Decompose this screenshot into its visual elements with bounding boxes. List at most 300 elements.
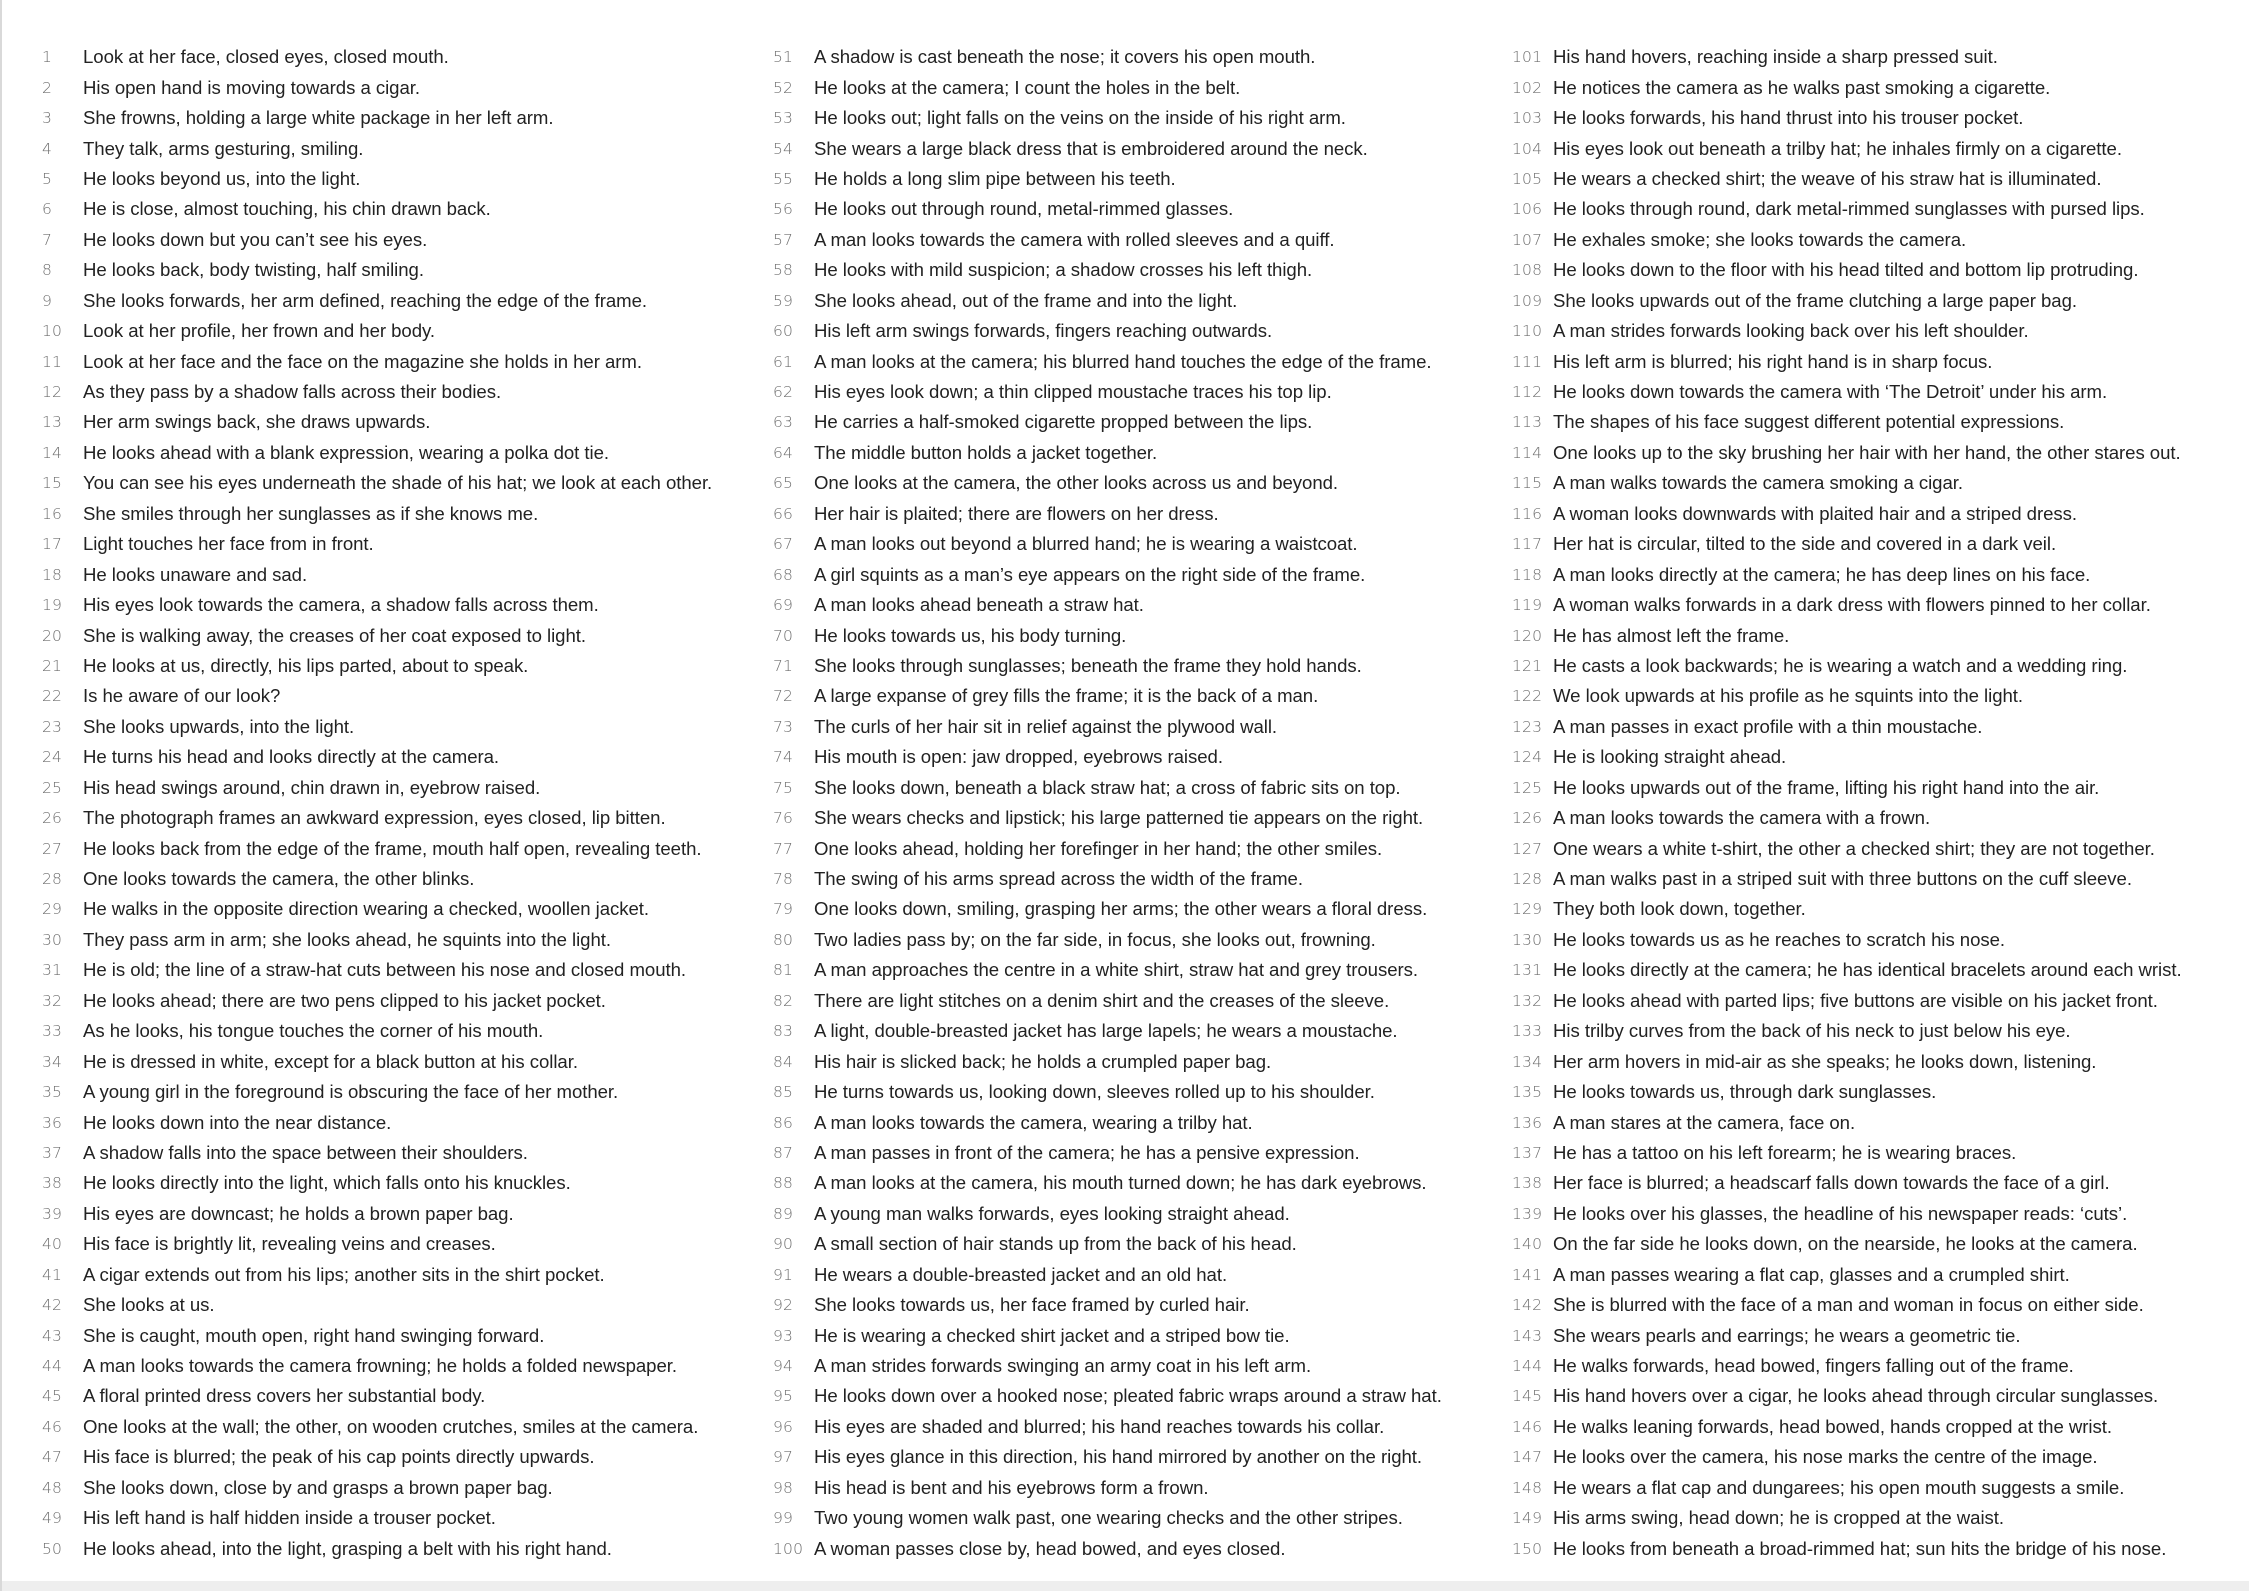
line-number: 16 — [42, 504, 63, 523]
line-text: One looks up to the sky brushing her hair with her hand, the other stares out. — [1553, 441, 2181, 463]
line-number: 26 — [42, 809, 63, 828]
line-number: 82 — [773, 991, 794, 1010]
line-text: Her face is blurred; a headscarf falls down towards the face of a girl. — [1553, 1172, 2110, 1194]
list-item — [42, 468, 772, 498]
line-text: She smiles through her sunglasses as if she knows me. — [83, 502, 539, 524]
list-item — [42, 346, 772, 376]
line-number: 7 — [42, 230, 53, 249]
line-number: 89 — [773, 1204, 794, 1223]
line-text: A young man walks forwards, eyes looking straight ahead. — [814, 1202, 1290, 1224]
line-text: He looks down into the near distance. — [83, 1111, 392, 1133]
line-text: He turns his head and looks directly at the camera. — [83, 746, 500, 768]
list-item — [42, 955, 772, 985]
list-item — [773, 103, 1513, 133]
line-text: The middle button holds a jacket together. — [814, 441, 1158, 463]
line-number: 119 — [1512, 596, 1543, 615]
line-number: 102 — [1512, 78, 1543, 97]
line-text: A man strides forwards looking back over his left shoulder. — [1553, 320, 2029, 342]
line-text: He looks directly into the light, which falls onto his knuckles. — [83, 1172, 571, 1194]
line-text: His trilby curves from the back of his neck to just below his eye. — [1553, 1020, 2071, 1042]
line-number: 80 — [773, 930, 794, 949]
line-text: His head is bent and his eyebrows form a frown. — [814, 1476, 1209, 1498]
line-text: One looks ahead, holding her forefinger in her hand; the other smiles. — [814, 837, 1383, 859]
list-item — [1512, 1290, 2249, 1320]
line-number: 107 — [1512, 230, 1543, 249]
line-number: 128 — [1512, 870, 1543, 889]
line-text: She wears checks and lipstick; his large patterned tie appears on the right. — [814, 807, 1424, 829]
list-item — [42, 833, 772, 863]
line-text: His mouth is open: jaw dropped, eyebrows raised. — [814, 746, 1223, 768]
line-text: He looks through round, dark metal-rimmed sunglasses with pursed lips. — [1553, 198, 2145, 220]
list-item — [773, 833, 1513, 863]
line-text: He looks directly at the camera; he has identical bracelets around each wrist. — [1553, 959, 2182, 981]
line-text: One looks towards the camera, the other blinks. — [83, 868, 475, 890]
line-text: He walks forwards, head bowed, fingers falling out of the frame. — [1553, 1355, 2074, 1377]
line-text: A shadow is cast beneath the nose; it covers his open mouth. — [814, 46, 1316, 68]
line-text: He looks towards us, his body turning. — [814, 624, 1127, 646]
line-number: 133 — [1512, 1022, 1543, 1041]
line-text: A cigar extends out from his lips; another sits in the shirt pocket. — [83, 1263, 605, 1285]
list-item — [42, 925, 772, 955]
line-number: 56 — [773, 200, 794, 219]
line-text: He notices the camera as he walks past smoking a cigarette. — [1553, 76, 2051, 98]
line-text: He looks over the camera, his nose marks the centre of the image. — [1553, 1446, 2098, 1468]
line-text: A man looks out beyond a blurred hand; he is wearing a waistcoat. — [814, 533, 1358, 555]
list-item — [1512, 620, 2249, 650]
list-item — [773, 529, 1513, 559]
line-text: There are light stitches on a denim shirt and the creases of the sleeve. — [814, 989, 1390, 1011]
list-item — [42, 773, 772, 803]
line-number: 31 — [42, 961, 63, 980]
line-number: 137 — [1512, 1143, 1543, 1162]
list-item — [1512, 194, 2249, 224]
list-item — [42, 1107, 772, 1137]
line-text: They pass arm in arm; she looks ahead, he squints into the light. — [83, 928, 611, 950]
line-number: 125 — [1512, 778, 1543, 797]
list-item — [1512, 316, 2249, 346]
line-number: 24 — [42, 748, 63, 767]
list-item — [773, 742, 1513, 772]
line-number: 43 — [42, 1326, 63, 1345]
line-text: He looks at the camera; I count the holes in the belt. — [814, 76, 1241, 98]
line-text: A shadow falls into the space between their shoulders. — [83, 1141, 528, 1163]
line-text: She looks ahead, out of the frame and into the light. — [814, 289, 1238, 311]
line-number: 11 — [42, 352, 63, 371]
line-number: 35 — [42, 1083, 63, 1102]
list-item — [773, 377, 1513, 407]
line-text: He is looking straight ahead. — [1553, 746, 1787, 768]
list-item — [1512, 72, 2249, 102]
line-number: 65 — [773, 474, 794, 493]
line-number: 47 — [42, 1448, 63, 1467]
list-item — [1512, 864, 2249, 894]
list-item — [773, 1351, 1513, 1381]
line-number: 91 — [773, 1265, 794, 1284]
line-text: A man walks past in a striped suit with three buttons on the cuff sleeve. — [1553, 868, 2132, 890]
line-text: His face is brightly lit, revealing veins and creases. — [83, 1233, 496, 1255]
list-item — [42, 286, 772, 316]
line-number: 13 — [42, 413, 63, 432]
line-number: 74 — [773, 748, 794, 767]
line-text: Her arm hovers in mid-air as she speaks; he looks down, listening. — [1553, 1050, 2097, 1072]
line-text: A woman passes close by, head bowed, and eyes closed. — [814, 1537, 1286, 1559]
list-item — [42, 559, 772, 589]
list-item — [1512, 712, 2249, 742]
line-number: 144 — [1512, 1357, 1543, 1376]
line-number: 55 — [773, 169, 794, 188]
line-text: A small section of hair stands up from the back of his head. — [814, 1233, 1297, 1255]
line-number: 77 — [773, 839, 794, 858]
list-item — [42, 438, 772, 468]
line-text: He wears a checked shirt; the weave of his straw hat is illuminated. — [1553, 167, 2102, 189]
line-text: A man looks towards the camera, wearing a trilby hat. — [814, 1111, 1253, 1133]
line-number: 104 — [1512, 139, 1543, 158]
line-number: 112 — [1512, 383, 1543, 402]
line-number: 21 — [42, 656, 63, 675]
line-number: 101 — [1512, 48, 1543, 67]
line-text: A man passes in exact profile with a thin moustache. — [1553, 715, 1983, 737]
line-number: 114 — [1512, 443, 1543, 462]
list-item — [773, 1412, 1513, 1442]
line-number: 139 — [1512, 1204, 1543, 1223]
line-number: 92 — [773, 1296, 794, 1315]
list-item — [42, 620, 772, 650]
line-number: 50 — [42, 1539, 63, 1558]
list-item — [1512, 1503, 2249, 1533]
line-number: 5 — [42, 169, 53, 188]
line-text: He looks beyond us, into the light. — [83, 167, 361, 189]
list-item — [773, 1199, 1513, 1229]
line-number: 75 — [773, 778, 794, 797]
list-item — [1512, 499, 2249, 529]
line-number: 81 — [773, 961, 794, 980]
line-text: He walks leaning forwards, head bowed, hands cropped at the wrist. — [1553, 1415, 2112, 1437]
line-number: 83 — [773, 1022, 794, 1041]
list-item — [42, 1260, 772, 1290]
line-text: A large expanse of grey fills the frame; it is the back of a man. — [814, 685, 1319, 707]
line-number: 10 — [42, 322, 63, 341]
line-number: 98 — [773, 1478, 794, 1497]
line-number: 27 — [42, 839, 63, 858]
text-column-1 — [42, 42, 772, 1572]
line-number: 97 — [773, 1448, 794, 1467]
line-text: As he looks, his tongue touches the corner of his mouth. — [83, 1020, 544, 1042]
text-column-2 — [773, 42, 1513, 1572]
list-item — [42, 1290, 772, 1320]
line-number: 39 — [42, 1204, 63, 1223]
list-item — [42, 864, 772, 894]
list-item — [42, 499, 772, 529]
line-text: The photograph frames an awkward expression, eyes closed, lip bitten. — [83, 807, 666, 829]
line-text: His open hand is moving towards a cigar. — [83, 76, 421, 98]
line-text: He looks out through round, metal-rimmed glasses. — [814, 198, 1234, 220]
list-item — [1512, 164, 2249, 194]
list-item — [1512, 286, 2249, 316]
line-text: He looks from beneath a broad-rimmed hat; sun hits the bridge of his nose. — [1553, 1537, 2167, 1559]
list-item — [773, 438, 1513, 468]
line-text: She looks upwards out of the frame clutching a large paper bag. — [1553, 289, 2077, 311]
line-text: He looks forwards, his hand thrust into his trouser pocket. — [1553, 107, 2024, 129]
list-item — [773, 1107, 1513, 1137]
line-text: A man walks towards the camera smoking a cigar. — [1553, 472, 1963, 494]
line-text: He casts a look backwards; he is wearing a watch and a wedding ring. — [1553, 654, 2128, 676]
list-item — [773, 72, 1513, 102]
line-number: 12 — [42, 383, 63, 402]
line-text: She wears a large black dress that is embroidered around the neck. — [814, 137, 1368, 159]
line-text: Her hat is circular, tilted to the side and covered in a dark veil. — [1553, 533, 2057, 555]
line-number: 148 — [1512, 1478, 1543, 1497]
line-number: 135 — [1512, 1083, 1543, 1102]
list-item — [1512, 1320, 2249, 1350]
list-item — [1512, 1381, 2249, 1411]
line-text: She looks through sunglasses; beneath the frame they hold hands. — [814, 654, 1362, 676]
line-number: 66 — [773, 504, 794, 523]
line-text: He wears a double-breasted jacket and an old hat. — [814, 1263, 1228, 1285]
line-number: 70 — [773, 626, 794, 645]
line-number: 60 — [773, 322, 794, 341]
line-number: 142 — [1512, 1296, 1543, 1315]
line-text: A man looks at the camera; his blurred hand touches the edge of the frame. — [814, 350, 1432, 372]
line-text: A young girl in the foreground is obscuring the face of her mother. — [83, 1081, 619, 1103]
line-text: His head swings around, chin drawn in, eyebrow raised. — [83, 776, 541, 798]
line-text: He looks upwards out of the frame, lifting his right hand into the air. — [1553, 776, 2100, 798]
line-number: 1 — [42, 48, 53, 67]
line-number: 149 — [1512, 1509, 1543, 1528]
line-text: They talk, arms gesturing, smiling. — [83, 137, 364, 159]
list-item — [1512, 1016, 2249, 1046]
line-text: She looks down, close by and grasps a brown paper bag. — [83, 1476, 553, 1498]
list-item — [773, 681, 1513, 711]
list-item — [1512, 1412, 2249, 1442]
line-number: 37 — [42, 1143, 63, 1162]
list-item — [773, 925, 1513, 955]
list-item — [773, 164, 1513, 194]
line-text: He looks at us, directly, his lips parted, about to speak. — [83, 654, 529, 676]
list-item — [42, 1351, 772, 1381]
list-item — [773, 1503, 1513, 1533]
line-text: Her hair is plaited; there are flowers on her dress. — [814, 502, 1219, 524]
list-item — [1512, 986, 2249, 1016]
line-number: 147 — [1512, 1448, 1543, 1467]
list-item — [1512, 1077, 2249, 1107]
line-text: A man looks directly at the camera; he has deep lines on his face. — [1553, 563, 2091, 585]
line-text: A man looks at the camera, his mouth turned down; he has dark eyebrows. — [814, 1172, 1427, 1194]
list-item — [42, 1046, 772, 1076]
list-item — [773, 316, 1513, 346]
list-item — [1512, 590, 2249, 620]
list-item — [42, 1503, 772, 1533]
line-number: 116 — [1512, 504, 1543, 523]
line-text: The swing of his arms spread across the width of the frame. — [814, 868, 1303, 890]
list-item — [773, 407, 1513, 437]
line-text: Look at her profile, her frown and her body. — [83, 320, 435, 342]
line-text: He looks towards us as he reaches to scratch his nose. — [1553, 928, 2006, 950]
list-item — [773, 712, 1513, 742]
list-item — [42, 712, 772, 742]
list-item — [773, 1046, 1513, 1076]
line-number: 69 — [773, 596, 794, 615]
list-item — [773, 1138, 1513, 1168]
list-item — [1512, 225, 2249, 255]
line-number: 9 — [42, 291, 53, 310]
line-number: 131 — [1512, 961, 1543, 980]
line-text: They both look down, together. — [1553, 898, 1806, 920]
list-item — [42, 894, 772, 924]
list-item — [42, 1473, 772, 1503]
line-number: 103 — [1512, 109, 1543, 128]
list-item — [773, 1077, 1513, 1107]
line-text: One wears a white t-shirt, the other a checked shirt; they are not together. — [1553, 837, 2155, 859]
line-number: 22 — [42, 687, 63, 706]
line-text: A man passes in front of the camera; he has a pensive expression. — [814, 1141, 1360, 1163]
line-number: 88 — [773, 1174, 794, 1193]
line-number: 4 — [42, 139, 53, 158]
line-number: 86 — [773, 1113, 794, 1132]
line-number: 63 — [773, 413, 794, 432]
line-text: He looks ahead, into the light, grasping a belt with his right hand. — [83, 1537, 612, 1559]
line-number: 146 — [1512, 1417, 1543, 1436]
list-item — [42, 1168, 772, 1198]
line-text: He looks back from the edge of the frame, mouth half open, revealing teeth. — [83, 837, 702, 859]
line-number: 110 — [1512, 322, 1543, 341]
list-item — [1512, 1138, 2249, 1168]
line-number: 68 — [773, 565, 794, 584]
line-number: 52 — [773, 78, 794, 97]
line-number: 28 — [42, 870, 63, 889]
line-number: 23 — [42, 717, 63, 736]
list-item — [1512, 346, 2249, 376]
line-text: Light touches her face from in front. — [83, 533, 374, 555]
line-number: 33 — [42, 1022, 63, 1041]
line-number: 113 — [1512, 413, 1543, 432]
line-text: He looks down to the floor with his head tilted and bottom lip protruding. — [1553, 259, 2139, 281]
line-number: 17 — [42, 535, 63, 554]
list-item — [42, 316, 772, 346]
line-text: He looks ahead with parted lips; five buttons are visible on his jacket front. — [1553, 989, 2158, 1011]
line-number: 76 — [773, 809, 794, 828]
line-text: One looks at the wall; the other, on wooden crutches, smiles at the camera. — [83, 1415, 699, 1437]
list-item — [1512, 1351, 2249, 1381]
list-item — [1512, 468, 2249, 498]
line-number: 85 — [773, 1083, 794, 1102]
list-item — [1512, 1533, 2249, 1563]
text-column-3 — [1512, 42, 2249, 1572]
line-number: 145 — [1512, 1387, 1543, 1406]
line-text: He is dressed in white, except for a black button at his collar. — [83, 1050, 578, 1072]
line-text: His eyes are shaded and blurred; his hand reaches towards his collar. — [814, 1415, 1385, 1437]
line-text: One looks down, smiling, grasping her arms; the other wears a floral dress. — [814, 898, 1428, 920]
list-item — [1512, 955, 2249, 985]
list-item — [773, 986, 1513, 1016]
line-number: 29 — [42, 900, 63, 919]
line-number: 30 — [42, 930, 63, 949]
line-text: A man approaches the centre in a white shirt, straw hat and grey trousers. — [814, 959, 1419, 981]
list-item — [1512, 255, 2249, 285]
line-text: A floral printed dress covers her substantial body. — [83, 1385, 486, 1407]
line-number: 134 — [1512, 1052, 1543, 1071]
line-text: A woman looks downwards with plaited hair and a striped dress. — [1553, 502, 2077, 524]
line-number: 108 — [1512, 261, 1543, 280]
list-item — [42, 1533, 772, 1563]
line-text: He exhales smoke; she looks towards the camera. — [1553, 228, 1967, 250]
list-item — [773, 1229, 1513, 1259]
list-item — [1512, 1168, 2249, 1198]
line-text: Is he aware of our look? — [83, 685, 281, 707]
line-number: 20 — [42, 626, 63, 645]
line-text: A man looks towards the camera with rolled sleeves and a quiff. — [814, 228, 1335, 250]
line-number: 25 — [42, 778, 63, 797]
line-number: 100 — [773, 1539, 804, 1558]
list-item — [1512, 1107, 2249, 1137]
line-text: He looks towards us, through dark sunglasses. — [1553, 1081, 1937, 1103]
line-text: He looks down over a hooked nose; pleated fabric wraps around a straw hat. — [814, 1385, 1442, 1407]
line-text: His hand hovers, reaching inside a sharp pressed suit. — [1553, 46, 1998, 68]
list-item — [1512, 1442, 2249, 1472]
list-item — [1512, 407, 2249, 437]
line-text: He looks ahead with a blank expression, wearing a polka dot tie. — [83, 441, 610, 463]
list-item — [42, 651, 772, 681]
line-number: 57 — [773, 230, 794, 249]
list-item — [773, 1260, 1513, 1290]
list-item — [1512, 742, 2249, 772]
line-number: 95 — [773, 1387, 794, 1406]
list-item — [42, 1138, 772, 1168]
line-number: 129 — [1512, 900, 1543, 919]
list-item — [42, 164, 772, 194]
list-item — [773, 1320, 1513, 1350]
list-item — [42, 681, 772, 711]
line-number: 106 — [1512, 200, 1543, 219]
line-text: He is old; the line of a straw-hat cuts between his nose and closed mouth. — [83, 959, 687, 981]
list-item — [773, 1168, 1513, 1198]
line-text: He looks with mild suspicion; a shadow crosses his left thigh. — [814, 259, 1313, 281]
list-item — [1512, 559, 2249, 589]
line-number: 6 — [42, 200, 53, 219]
line-text: One looks at the camera, the other looks across us and beyond. — [814, 472, 1339, 494]
line-number: 38 — [42, 1174, 63, 1193]
line-number: 61 — [773, 352, 794, 371]
line-number: 73 — [773, 717, 794, 736]
list-item — [773, 620, 1513, 650]
line-text: He looks out; light falls on the veins on the inside of his right arm. — [814, 107, 1346, 129]
line-text: He looks down but you can’t see his eyes. — [83, 228, 428, 250]
line-text: The shapes of his face suggest different potential expressions. — [1553, 411, 2065, 433]
line-text: She looks forwards, her arm defined, reaching the edge of the frame. — [83, 289, 648, 311]
line-text: We look upwards at his profile as he squints into the light. — [1553, 685, 2024, 707]
list-item — [773, 590, 1513, 620]
list-item — [42, 377, 772, 407]
list-item — [42, 1199, 772, 1229]
line-text: He wears a flat cap and dungarees; his open mouth suggests a smile. — [1553, 1476, 2125, 1498]
list-item — [42, 407, 772, 437]
line-number: 117 — [1512, 535, 1543, 554]
line-number: 19 — [42, 596, 63, 615]
line-number: 84 — [773, 1052, 794, 1071]
line-text: He has a tattoo on his left forearm; he is wearing braces. — [1553, 1141, 2017, 1163]
line-number: 111 — [1512, 352, 1543, 371]
line-number: 71 — [773, 656, 794, 675]
line-text: He is wearing a checked shirt jacket and a striped bow tie. — [814, 1324, 1290, 1346]
list-item — [1512, 438, 2249, 468]
list-item — [773, 468, 1513, 498]
line-text: Look at her face, closed eyes, closed mouth. — [83, 46, 449, 68]
line-text: His hand hovers over a cigar, he looks ahead through circular sunglasses. — [1553, 1385, 2159, 1407]
list-item — [773, 286, 1513, 316]
line-text: Two ladies pass by; on the far side, in focus, she looks out, frowning. — [814, 928, 1376, 950]
list-item — [42, 1381, 772, 1411]
line-text: He is close, almost touching, his chin drawn back. — [83, 198, 491, 220]
line-number: 123 — [1512, 717, 1543, 736]
